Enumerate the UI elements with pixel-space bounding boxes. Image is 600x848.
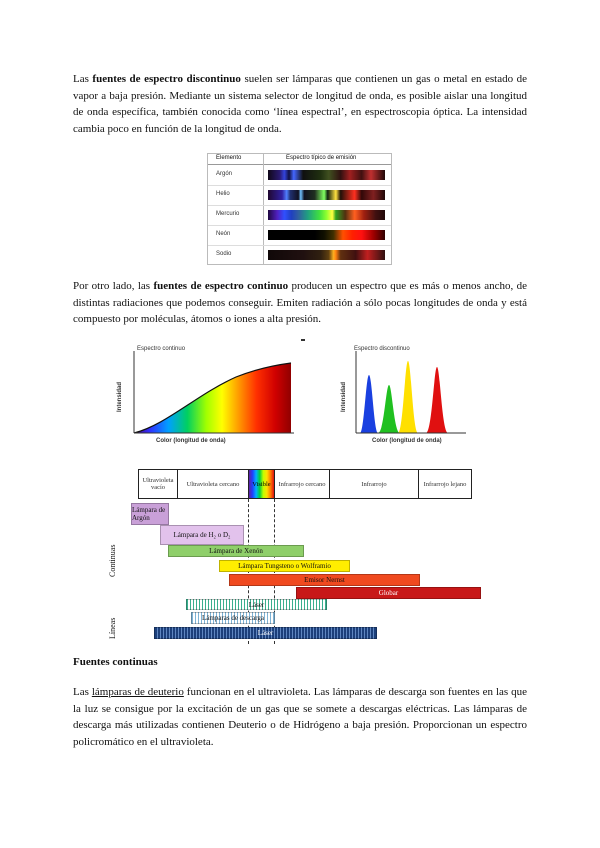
emission-spectra-table xyxy=(207,153,392,265)
band-uv-vacuum xyxy=(138,469,178,499)
source-label: Emisor Nernst xyxy=(304,576,345,584)
discontinuous-plot-xlabel: Color (longitud de onda) xyxy=(372,438,442,444)
band-uv-near xyxy=(177,469,249,499)
source-bar xyxy=(186,599,327,610)
source-label: Lámpara de H₂ o D₂ xyxy=(173,531,231,539)
band-ir-near xyxy=(274,469,330,499)
spectrum-bar xyxy=(268,230,385,240)
band-ir-far xyxy=(418,469,472,499)
p2-text-post: producen un espectro que es más o menos ancho, de distintas radiaciones que podemos conseguir. Emiten radiación a sólo pocas longitudes de onda y está compuesto por moléculas, átomos o iones a alta presión. xyxy=(73,280,527,325)
continuous-spectrum-plot xyxy=(126,345,296,440)
spectrum-row xyxy=(208,165,391,186)
discontinuous-plot-title: Espectro discontinuo xyxy=(354,346,410,352)
stray-mark xyxy=(301,339,305,341)
spectrum-row xyxy=(208,245,391,265)
source-bar xyxy=(229,574,420,586)
source-label: Lámpara de Argón xyxy=(132,506,166,522)
element-name: Sodio xyxy=(216,251,232,257)
p1-text-pre: Las xyxy=(73,73,93,85)
source-bar xyxy=(131,503,169,525)
light-sources-chart xyxy=(105,469,485,644)
spectrum-bar xyxy=(268,250,385,260)
element-name: Argón xyxy=(216,171,233,177)
source-bar xyxy=(168,545,304,557)
paragraph-continuous xyxy=(73,278,527,328)
band-label: Infrarrojo xyxy=(361,480,387,488)
spectrum-row xyxy=(208,205,391,226)
group-continuous-label: Continuas xyxy=(108,544,117,577)
band-label: Infrarrojo lejano xyxy=(423,480,467,488)
element-name: Mercurio xyxy=(216,211,240,217)
element-name: Neón xyxy=(216,231,231,237)
spectrum-row xyxy=(208,225,391,246)
p3-underline: lámparas de deuterio xyxy=(91,686,184,698)
paragraph-deuterium xyxy=(73,684,527,750)
source-bar xyxy=(296,587,481,599)
paragraph-discontinuous xyxy=(73,71,527,137)
source-bar xyxy=(219,560,350,572)
p2-bold: fuentes de espectro continuo xyxy=(153,280,289,292)
band-label: Ultravioleta cercano xyxy=(186,480,240,488)
p2-text-pre: Por otro lado, las xyxy=(73,280,154,292)
continuous-plot-ylabel: Intensidad xyxy=(117,381,123,412)
p3-text-post: funcionan en el ultravioleta. Las lámparas de descarga son fuentes en las que la luz se consigue por la excitación de un gas que se somete a descargas eléctricas. Las lámparas de descarga más utilizadas contienen Deuterio o de Hidrógeno a baja presión. Proporcionan un espectro policromático en el ultravioleta. xyxy=(73,686,527,748)
section-heading: Fuentes continuas xyxy=(73,656,158,668)
source-label: Láser xyxy=(257,629,274,637)
spectrum-bar xyxy=(268,170,385,180)
p1-bold: fuentes de espectro discontinuo xyxy=(92,73,241,85)
continuous-plot-xlabel: Color (longitud de onda) xyxy=(156,438,226,444)
source-label: Globar xyxy=(378,589,399,597)
col-spectrum: Espectro típico de emisión xyxy=(286,155,357,161)
band-visible xyxy=(248,469,275,499)
source-bar xyxy=(154,627,377,639)
p1-text-post: suelen ser lámparas que contienen un gas o metal en estado de vapor a baja presión. Mediante un sistema selector de longitud de onda, es posible aislar una longitud de onda específica, también conocida como ‘línea espectral’, en espectroscopia óptica. La intensidad cambia poco en función de la longitud de onda. xyxy=(73,73,527,135)
continuous-plot-title: Espectro continuo xyxy=(137,346,186,352)
col-element: Elemento xyxy=(216,155,242,161)
source-label: Lámpara de Xenón xyxy=(209,547,263,555)
p3-text-pre: Las xyxy=(73,686,92,698)
source-label: Láser xyxy=(248,600,265,609)
table-header xyxy=(208,154,391,165)
band-label: Visible xyxy=(252,480,271,488)
source-bar xyxy=(191,612,275,624)
element-name: Helio xyxy=(216,191,230,197)
source-label: Lámpara Tungsteno o Wolframio xyxy=(238,562,331,570)
source-bar xyxy=(160,525,244,545)
band-label: Infrarrojo cercano xyxy=(278,480,326,488)
spectrum-row xyxy=(208,185,391,206)
discontinuous-plot-ylabel: Intensidad xyxy=(341,381,347,412)
spectrum-bar xyxy=(268,190,385,200)
discontinuous-spectrum-plot xyxy=(350,345,470,440)
source-label: Lámparas de descarga xyxy=(201,614,265,622)
spectrum-bar xyxy=(268,210,385,220)
band-ir xyxy=(329,469,419,499)
band-label: Ultravioleta vacío xyxy=(142,477,174,491)
group-lines-label: Líneas xyxy=(108,617,117,639)
